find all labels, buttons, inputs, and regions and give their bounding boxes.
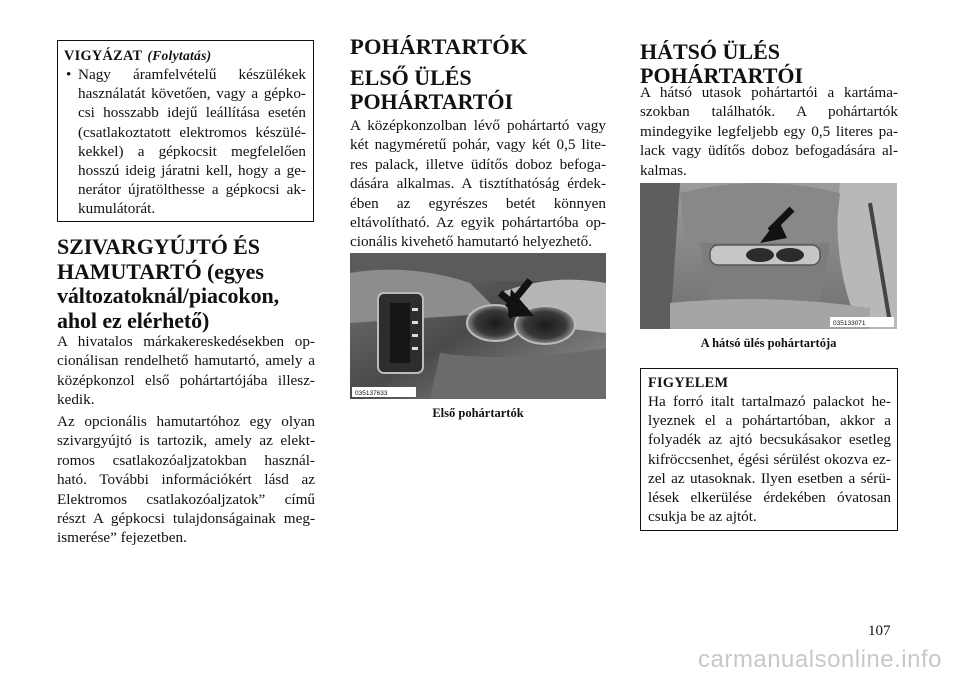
caution-heading: FIGYELEM [648,375,729,391]
rear-photo-caption: A hátsó ülés pohártartója [700,336,837,350]
caution-text: Ha forró italt tartalmazó palackot he-lyeznek el a pohártartóban, akkor a folyadék az ajtó becsukásakor esetleg kifröccsenhet, égési sérülést okozva ez-zel az utasoknak. Ilyen esetben a sérü-lések elkerülése érdekében óvatosan csukja be az ajtót. [648,393,891,526]
front-cupholders-title: ELSŐ ÜLÉS POHÁRTARTÓI [350,65,514,114]
front-cupholders-text: A középkonzolban lévő pohártartó vagy két nagyméretű pohár, vagy két 0,5 lite-res palack, illetve üdítős doboz befoga-dására alkalmas. A tisztíthatóság érdek-ében az egyrészes betét könnyen eltávolítható. Az egyik pohártartóba op-cionális kivehető hamutartó helyezhető. [350,117,606,251]
warning-bullet-item [64,65,306,219]
lighter-section-title: SZIVARGYÚJTÓ ÉS HAMUTARTÓ (egyes változatoknál/piacokon, ahol ez elérhető) [57,234,280,333]
watermark: carmanualsonline.info [698,646,942,673]
rear-cupholders-text: A hátsó utasok pohártartói a kartáma-szokban találhatók. A pohártartók mindegyike legfeljebb egy 0,5 literes pa-lack vagy üdítős doboz befogadására al-kalmas. [640,84,898,179]
lighter-paragraph-2: Az opcionális hamutartóhoz egy olyan szivargyújtó is tartozik, amely az elekt-romos csatlakozóaljzatokban használ-ható. További információkért lásd az Elektromos csatlakozóaljzatok” című részt A gépkocsi tulajdonságainak meg-ismerése” fejezetben. [57,413,315,547]
caution-box [640,368,898,531]
cupholders-title: POHÁRTARTÓK [350,34,528,59]
front-cupholders-photo [350,253,606,399]
front-photo-code: 035137633 [355,390,388,397]
bullet-icon: • [66,66,72,83]
warning-text: Nagy áramfelvételű készülékek használatát követően, vagy a gépko-csi hosszabb idejű leállítása esetén (csatlakoztatott elektromos készülé-kekkel) a gépkocsit megfelelően hosszú ideig járatni kell, hogy a ge-nerátor újratölthesse a gépkocsi ak-kumulátorát. [78,66,306,218]
lighter-paragraph-1: A hivatalos márkakereskedésekben op-cionálisan rendelhető hamutartó, amely a középkonzol első pohártartójába illesz-kedik. [57,333,315,409]
rear-cupholders-photo [640,183,897,329]
rear-cupholders-title: HÁTSÓ ÜLÉS POHÁRTARTÓI [640,39,804,88]
warning-continued-label: (Folytatás) [147,48,212,63]
warning-heading [64,47,306,65]
rear-photo-code: 035133071 [833,320,866,327]
front-photo-caption: Első pohártartók [432,406,524,420]
page-number: 107 [868,623,891,639]
warning-box [57,40,314,222]
warning-heading-label: VIGYÁZAT [64,48,143,64]
